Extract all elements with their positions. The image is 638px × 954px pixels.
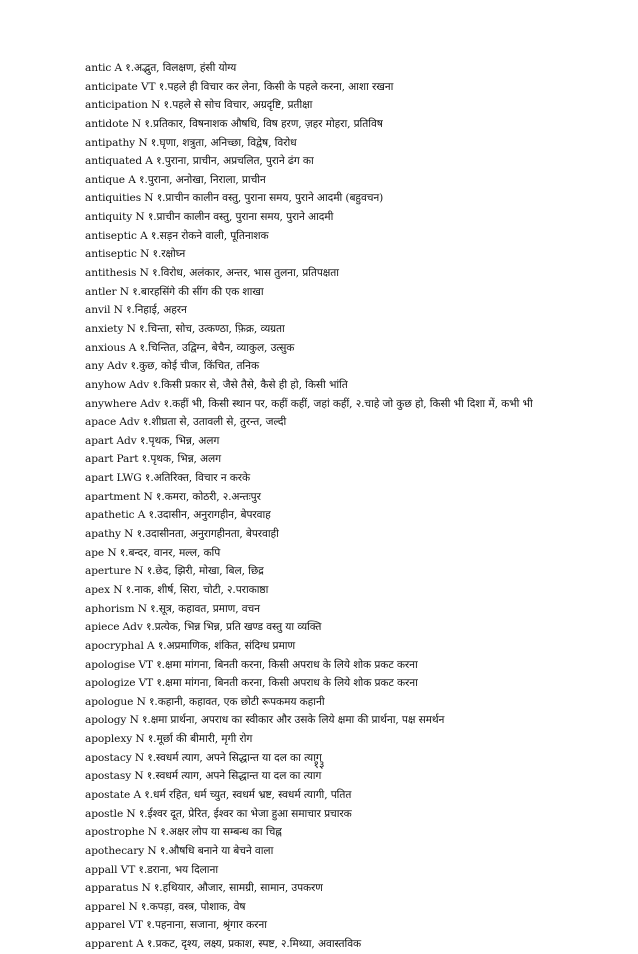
dictionary-entry: antiseptic A १.सड़न रोकने वाली, पूतिनाशक xyxy=(85,229,269,242)
dictionary-entry: antiquity N १.प्राचीन कालीन वस्तु, पुराना समय, पुराने आदमी xyxy=(85,211,334,224)
dictionary-entry: antique A १.पुराना, अनोखा, निराला, प्राचीन xyxy=(85,173,266,186)
dictionary-entry: apart LWG १.अतिरिक्त, विचार न करके xyxy=(85,472,251,485)
dictionary-entry: anvil N १.निहाई, अहरन xyxy=(85,304,187,317)
dictionary-entry: antithesis N १.विरोध, अलंकार, अन्तर, भास तुलना, प्रतिपक्षता xyxy=(85,267,339,280)
dictionary-entry: apostrophe N १.अक्षर लोप या सम्बन्ध का चिह्न xyxy=(85,826,282,839)
dictionary-entry: antiseptic N १.रक्षोघ्न xyxy=(85,248,186,261)
dictionary-entry: apparent A १.प्रकट, दृश्य, लक्ष्य, प्रकाश, स्पष्ट, २.मिथ्या, अवास्तविक xyxy=(85,938,362,951)
dictionary-entry: apathy N १.उदासीनता, अनुरागहीनता, बेपरवाही xyxy=(85,528,279,541)
dictionary-entry: antipathy N १.घृणा, शत्रुता, अनिच्छा, विद्वेष, विरोध xyxy=(85,136,297,149)
dictionary-entry: apologue N १.कहानी, कहावत, एक छोटी रूपकमय कहानी xyxy=(85,695,325,708)
dictionary-entry: antiquities N १.प्राचीन कालीन वस्तु, पुराना समय, पुराने आदमी (बहुवचन) xyxy=(85,192,384,205)
dictionary-entry: apostacy N १.स्वधर्म त्याग, अपने सिद्धान्त या दल का त्याग xyxy=(85,751,322,764)
dictionary-entry: apostle N १.ईश्वर दूत, प्रेरित, ईश्वर का भेजा हुआ समाचार प्रचारक xyxy=(85,807,352,820)
dictionary-entry: apology N १.क्षमा प्रार्थना, अपराध का स्वीकार और उसके लिये क्षमा की प्रार्थना, पक्ष समर्थन xyxy=(85,714,445,727)
page-number: १३ xyxy=(313,759,325,771)
dictionary-entry-list xyxy=(85,59,630,954)
dictionary-entry: anticipate VT १.पहले ही विचार कर लेना, किसी के पहले करना, आशा रखना xyxy=(85,80,394,93)
dictionary-entry: anyhow Adv १.किसी प्रकार से, जैसे तैसे, कैसे ही हो, किसी भांति xyxy=(85,378,348,391)
dictionary-entry: anxiety N १.चिन्ता, सोच, उत्कण्ठा, फ़िक्र, व्यग्रता xyxy=(85,322,285,335)
dictionary-entry: apostasy N १.स्वधर्म त्याग, अपने सिद्धान्त या दल का त्याग xyxy=(85,770,322,783)
dictionary-entry: antidote N १.प्रतिकार, विषनाशक औषधि, विष हरण, ज़हर मोहरा, प्रतिविष xyxy=(85,117,383,130)
dictionary-entry: anxious A १.चिन्तित, उद्विग्न, बेचैन, व्याकुल, उत्सुक xyxy=(85,341,295,354)
dictionary-entry: antic A १.अद्भुत, विलक्षण, हंसी योग्य xyxy=(85,62,237,74)
dictionary-entry: aphorism N १.सूत्र, कहावत, प्रमाण, वचन xyxy=(85,602,260,615)
dictionary-entry: apoplexy N १.मूर्छा की बीमारी, मृगी रोग xyxy=(85,733,253,746)
dictionary-entry: any Adv १.कुछ, कोई चीज, किंचित, तनिक xyxy=(85,360,259,373)
dictionary-entry: ape N १.बन्दर, वानर, मल्ल, कपि xyxy=(85,546,221,559)
dictionary-entry: apart Adv १.पृथक, भिन्न, अलग xyxy=(85,434,220,447)
dictionary-entry: apologize VT १.क्षमा मांगना, बिनती करना, किसी अपराध के लिये शोक प्रकट करना xyxy=(85,677,418,690)
dictionary-entry: apothecary N १.औषधि बनाने या बेचने वाला xyxy=(85,844,274,857)
dictionary-entry: apathetic A १.उदासीन, अनुरागहीन, बेपरवाह xyxy=(85,509,271,522)
dictionary-entry: apiece Adv १.प्रत्येक, भिन्न भिन्न, प्रति खण्ड वस्तु या व्यक्ति xyxy=(85,621,322,634)
dictionary-entry: antler N १.बारहसिंगे की सींग की एक शाखा xyxy=(85,285,264,298)
dictionary-entry: apocryphal A १.अप्रमाणिक, शंकित, संदिग्ध प्रमाण xyxy=(85,639,296,652)
dictionary-entry: apparel VT १.पहनाना, सजाना, श्रृंगार करना xyxy=(85,919,267,932)
dictionary-entry: apparatus N १.हथियार, औजार, सामग्री, सामान, उपकरण xyxy=(85,882,323,895)
dictionary-entry: apart Part १.पृथक, भिन्न, अलग xyxy=(85,453,221,466)
dictionary-entry: apace Adv १.शीघ्रता से, उतावली से, तुरन्त, जल्दी xyxy=(85,416,287,429)
dictionary-entry: anticipation N १.पहले से सोच विचार, अग्रदृष्टि, प्रतीक्षा xyxy=(85,99,313,112)
dictionary-entry: appall VT १.डराना, भय दिलाना xyxy=(85,863,218,876)
dictionary-entry: apex N १.नाक, शीर्ष, सिरा, चोटी, २.पराकाष्ठा xyxy=(85,583,269,596)
dictionary-entry: apparel N १.कपड़ा, वस्त्र, पोशाक, वेष xyxy=(85,900,246,913)
dictionary-entry: apologise VT १.क्षमा मांगना, बिनती करना, किसी अपराध के लिये शोक प्रकट करना xyxy=(85,658,418,671)
dictionary-entry: aperture N १.छेद, झिरी, मोखा, बिल, छिद्र xyxy=(85,565,264,578)
dictionary-entry: apartment N १.कमरा, कोठरी, २.अन्तःपुर xyxy=(85,490,261,503)
dictionary-entry: apostate A १.धर्म रहित, धर्म च्युत, स्वधर्म भ्रष्ट, स्वधर्म त्यागी, पतित xyxy=(85,788,352,801)
dictionary-entry: antiquated A १.पुराना, प्राचीन, अप्रचलित, पुराने ढंग का xyxy=(85,155,314,168)
dictionary-entry: anywhere Adv १.कहीं भी, किसी स्थान पर, कहीं कहीं, जहां कहीं, २.चाहे जो कुछ हो, किसी भी दिशा में, कभी भी xyxy=(85,397,533,410)
